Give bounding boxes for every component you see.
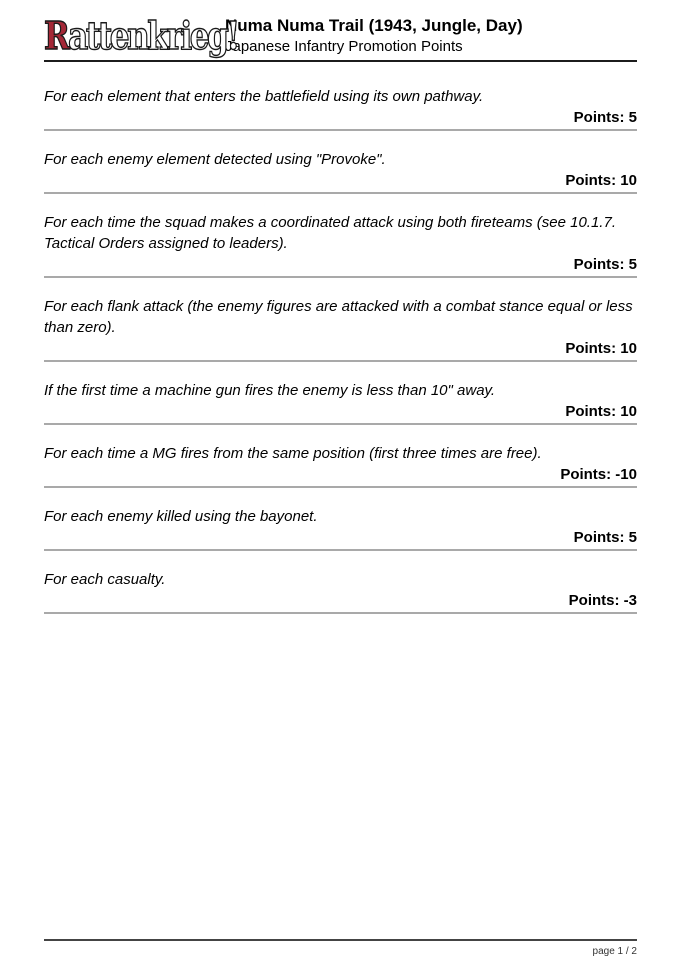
rule-text: For each time a MG fires from the same position (first three times are free).	[44, 445, 542, 462]
rule-text: For each casualty.	[44, 571, 166, 588]
header-titles	[225, 15, 523, 57]
rule-row	[44, 194, 637, 278]
rule-points: Points: 5	[573, 256, 637, 273]
rule-row	[44, 425, 637, 488]
rule-text: For each enemy element detected using "Provoke".	[44, 151, 386, 168]
rule-points: Points: 5	[573, 109, 637, 126]
rule-row	[44, 131, 637, 194]
logo-rest: attenkrieg!	[68, 12, 238, 58]
rattenkrieg-logo	[44, 12, 238, 58]
rule-points: Points: 10	[565, 403, 637, 420]
rule-points: Points: -10	[560, 466, 637, 483]
rule-row	[44, 488, 637, 551]
rule-row	[44, 68, 637, 131]
rule-text: If the first time a machine gun fires the enemy is less than 10" away.	[44, 382, 496, 399]
rule-text: For each time the squad makes a coordinated attack using both fireteams (see 10.1.7. Tactical Orders assigned to leaders).	[44, 214, 616, 252]
rule-row	[44, 278, 637, 362]
page-header	[44, 0, 637, 62]
rule-text: For each element that enters the battlefield using its own pathway.	[44, 88, 484, 105]
page-number: page 1 / 2	[592, 946, 637, 957]
rule-points: Points: 10	[565, 172, 637, 189]
rule-points: Points: -3	[568, 592, 637, 609]
rule-text: For each enemy killed using the bayonet.	[44, 508, 318, 525]
rule-separator	[44, 612, 637, 614]
logo-initial: R	[44, 12, 69, 58]
rule-text: For each flank attack (the enemy figures are attacked with a combat stance equal or less than zero).	[44, 298, 633, 336]
rules-list	[44, 68, 637, 614]
rule-row	[44, 551, 637, 614]
page-subtitle: Japanese Infantry Promotion Points	[225, 37, 463, 55]
rule-points: Points: 10	[565, 340, 637, 357]
page-footer	[44, 939, 637, 959]
rule-points: Points: 5	[573, 529, 637, 546]
page-title: Numa Numa Trail (1943, Jungle, Day)	[225, 15, 523, 35]
rule-row	[44, 362, 637, 425]
